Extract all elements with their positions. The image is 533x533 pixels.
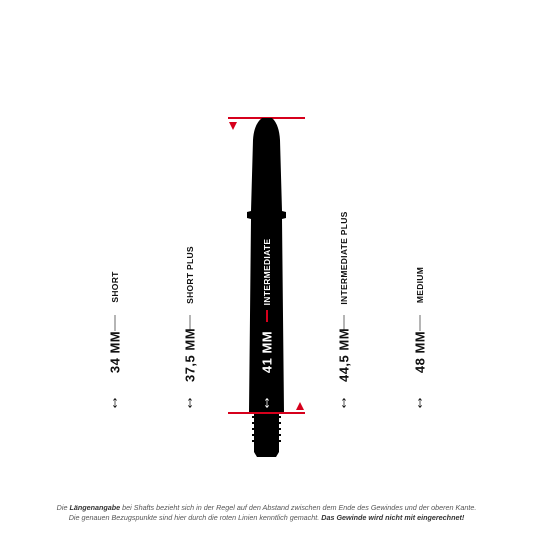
- footnote-line-2: [0, 513, 533, 523]
- length-mm: 37,5 MM: [182, 327, 198, 383]
- double-arrow-vertical-icon: ↕: [415, 392, 425, 412]
- separator: [114, 315, 116, 331]
- separator: [419, 315, 421, 331]
- double-arrow-vertical-icon: ↕: [262, 392, 272, 412]
- footnote-text: Die genauen Bezugspunkte sind hier durch die roten Linien kenntlich gemacht.: [68, 513, 322, 522]
- separator: [266, 310, 268, 322]
- length-medium: [410, 0, 430, 533]
- footnote-emphasis: Das Gewinde wird nicht mit eingerechnet!: [321, 513, 465, 522]
- double-arrow-vertical-icon: ↕: [185, 392, 195, 412]
- length-intermediate: [257, 0, 277, 533]
- length-name: SHORT PLUS: [185, 246, 195, 304]
- length-name: INTERMEDIATE: [262, 238, 272, 306]
- footnote-text: Die: [56, 503, 70, 512]
- footnote-text: bei Shafts bezieht sich in der Regel auf den Abstand zwischen dem Ende des Gewindes und der oberen Kante.: [120, 503, 477, 512]
- double-arrow-vertical-icon: ↕: [110, 392, 120, 412]
- length-name: MEDIUM: [415, 266, 425, 304]
- length-mm: 41 MM: [259, 330, 275, 374]
- footnote: [0, 503, 533, 523]
- length-name: INTERMEDIATE PLUS: [339, 211, 349, 305]
- footnote-emphasis: Längenangabe: [69, 503, 121, 512]
- length-mm: 34 MM: [107, 330, 123, 374]
- bottom-reference-marker: [296, 402, 304, 410]
- length-mm: 44,5 MM: [336, 327, 352, 383]
- footnote-line-1: [0, 503, 533, 513]
- length-name: SHORT: [110, 271, 120, 303]
- length-mm: 48 MM: [412, 330, 428, 374]
- length-intermediate-plus: [334, 0, 354, 533]
- top-reference-marker: [229, 122, 237, 130]
- length-short-plus: [180, 0, 200, 533]
- double-arrow-vertical-icon: ↕: [339, 392, 349, 412]
- length-short: [105, 0, 125, 533]
